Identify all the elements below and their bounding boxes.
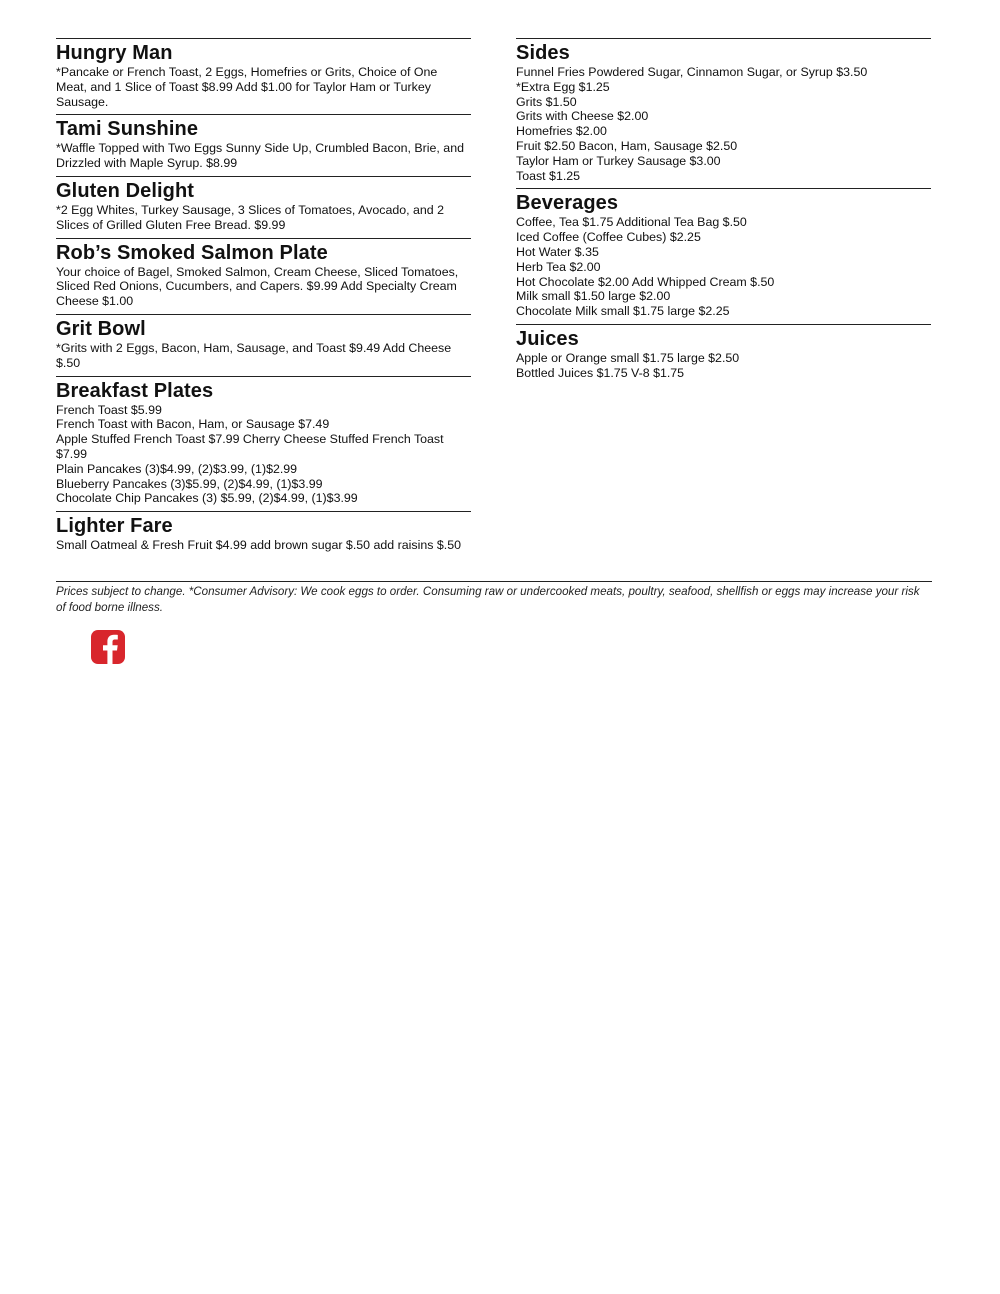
menu-section-gluten-delight [56, 176, 471, 233]
section-body [56, 341, 471, 371]
menu-item: Fruit $2.50 Bacon, Ham, Sausage $2.50 [516, 138, 738, 153]
section-title: Rob’s Smoked Salmon Plate [56, 241, 328, 264]
menu-section-breakfast-plates [56, 376, 471, 507]
disclaimer-text: Prices subject to change. *Consumer Advisory: We cook eggs to order. Consuming raw or undercooked meats, poultry, seafood, shellfish or eggs may increase your risk of food borne illness. [56, 585, 920, 614]
menu-item: Grits with Cheese $2.00 [516, 109, 649, 124]
menu-item: *Waffle Topped with Two Eggs Sunny Side Up, Crumbled Bacon, Brie, and Drizzled with Maple Syrup. $8.99 [56, 141, 464, 171]
section-body [56, 265, 471, 309]
section-title: Tami Sunshine [56, 118, 199, 141]
menu-section-lighter-fare [56, 511, 471, 553]
menu-item: Chocolate Chip Pancakes (3) $5.99, (2)$4.99, (1)$3.99 [56, 491, 358, 506]
menu-item: *Pancake or French Toast, 2 Eggs, Homefries or Grits, Choice of One Meat, and 1 Slice of Toast $8.99 Add $1.00 for Taylor Ham or Turkey Sausage. [56, 65, 438, 109]
facebook-icon [91, 630, 125, 664]
section-title: Beverages [516, 192, 619, 215]
menu-item: Herb Tea $2.00 [516, 259, 601, 274]
menu-item: *Grits with 2 Eggs, Bacon, Ham, Sausage, and Toast $9.49 Add Cheese $.50 [56, 340, 452, 370]
menu-item: *2 Egg Whites, Turkey Sausage, 3 Slices of Tomatoes, Avocado, and 2 Slices of Grilled Gluten Free Bread. $9.99 [56, 202, 445, 232]
menu-item: Apple Stuffed French Toast $7.99 Cherry Cheese Stuffed French Toast $7.99 [56, 432, 444, 461]
menu-item: Funnel Fries Powdered Sugar, Cinnamon Sugar, or Syrup $3.50 [516, 65, 868, 79]
menu-item: Iced Coffee (Coffee Cubes) $2.25 [516, 230, 701, 245]
menu-item: Chocolate Milk small $1.75 large $2.25 [516, 304, 730, 319]
menu-section-tami-sunshine [56, 114, 471, 171]
menu-item: *Extra Egg $1.25 [516, 79, 610, 94]
menu-item: Taylor Ham or Turkey Sausage $3.00 [516, 153, 721, 168]
menu-item: French Toast with Bacon, Ham, or Sausage $7.49 [56, 417, 330, 432]
menu-item: Apple or Orange small $1.75 large $2.50 [516, 350, 740, 365]
menu-item: Hot Chocolate $2.00 Add Whipped Cream $.50 [516, 274, 775, 289]
section-title: Juices [516, 327, 579, 350]
menu-item: Plain Pancakes (3)$4.99, (2)$3.99, (1)$2.99 [56, 461, 298, 476]
menu-item: Coffee, Tea $1.75 Additional Tea Bag $.50 [516, 215, 747, 230]
menu-item: Milk small $1.50 large $2.00 [516, 289, 671, 304]
section-body [516, 215, 931, 319]
menu-section-rob-s-smoked-salmon-plate [56, 238, 471, 309]
menu-item: Toast $1.25 [516, 168, 581, 183]
section-title: Grit Bowl [56, 317, 146, 340]
section-title: Lighter Fare [56, 515, 173, 538]
section-title: Hungry Man [56, 42, 173, 64]
section-body [56, 141, 471, 171]
left-menu-column [56, 38, 471, 558]
right-menu-column [516, 38, 931, 386]
menu-section-sides [516, 38, 931, 183]
menu-item: Your choice of Bagel, Smoked Salmon, Cream Cheese, Sliced Tomatoes, Sliced Red Onions, Cucumbers, and Capers. $9.99 Add Specialty Cream Cheese $1.00 [56, 264, 459, 309]
section-body [56, 65, 471, 109]
menu-section-grit-bowl [56, 314, 471, 371]
menu-section-beverages [516, 188, 931, 319]
section-body [56, 403, 471, 507]
menu-item: Blueberry Pancakes (3)$5.99, (2)$4.99, (1)$3.99 [56, 476, 323, 491]
menu-item: Small Oatmeal & Fresh Fruit $4.99 add brown sugar $.50 add raisins $.50 [56, 538, 461, 553]
menu-item: Hot Water $.35 [516, 244, 599, 259]
facebook-link[interactable] [91, 630, 125, 664]
section-title: Sides [516, 42, 570, 64]
section-body [56, 538, 471, 553]
menu-item: Grits $1.50 [516, 94, 577, 109]
consumer-advisory [56, 581, 932, 616]
section-title: Gluten Delight [56, 179, 195, 202]
section-body [56, 203, 471, 233]
menu-item: French Toast $5.99 [56, 402, 162, 417]
section-title: Breakfast Plates [56, 379, 214, 402]
menu-item: Bottled Juices $1.75 V-8 $1.75 [516, 365, 685, 380]
menu-section-hungry-man [56, 38, 471, 109]
menu-item: Homefries $2.00 [516, 124, 607, 139]
section-body [516, 351, 931, 381]
menu-section-juices [516, 324, 931, 381]
section-body [516, 65, 931, 183]
